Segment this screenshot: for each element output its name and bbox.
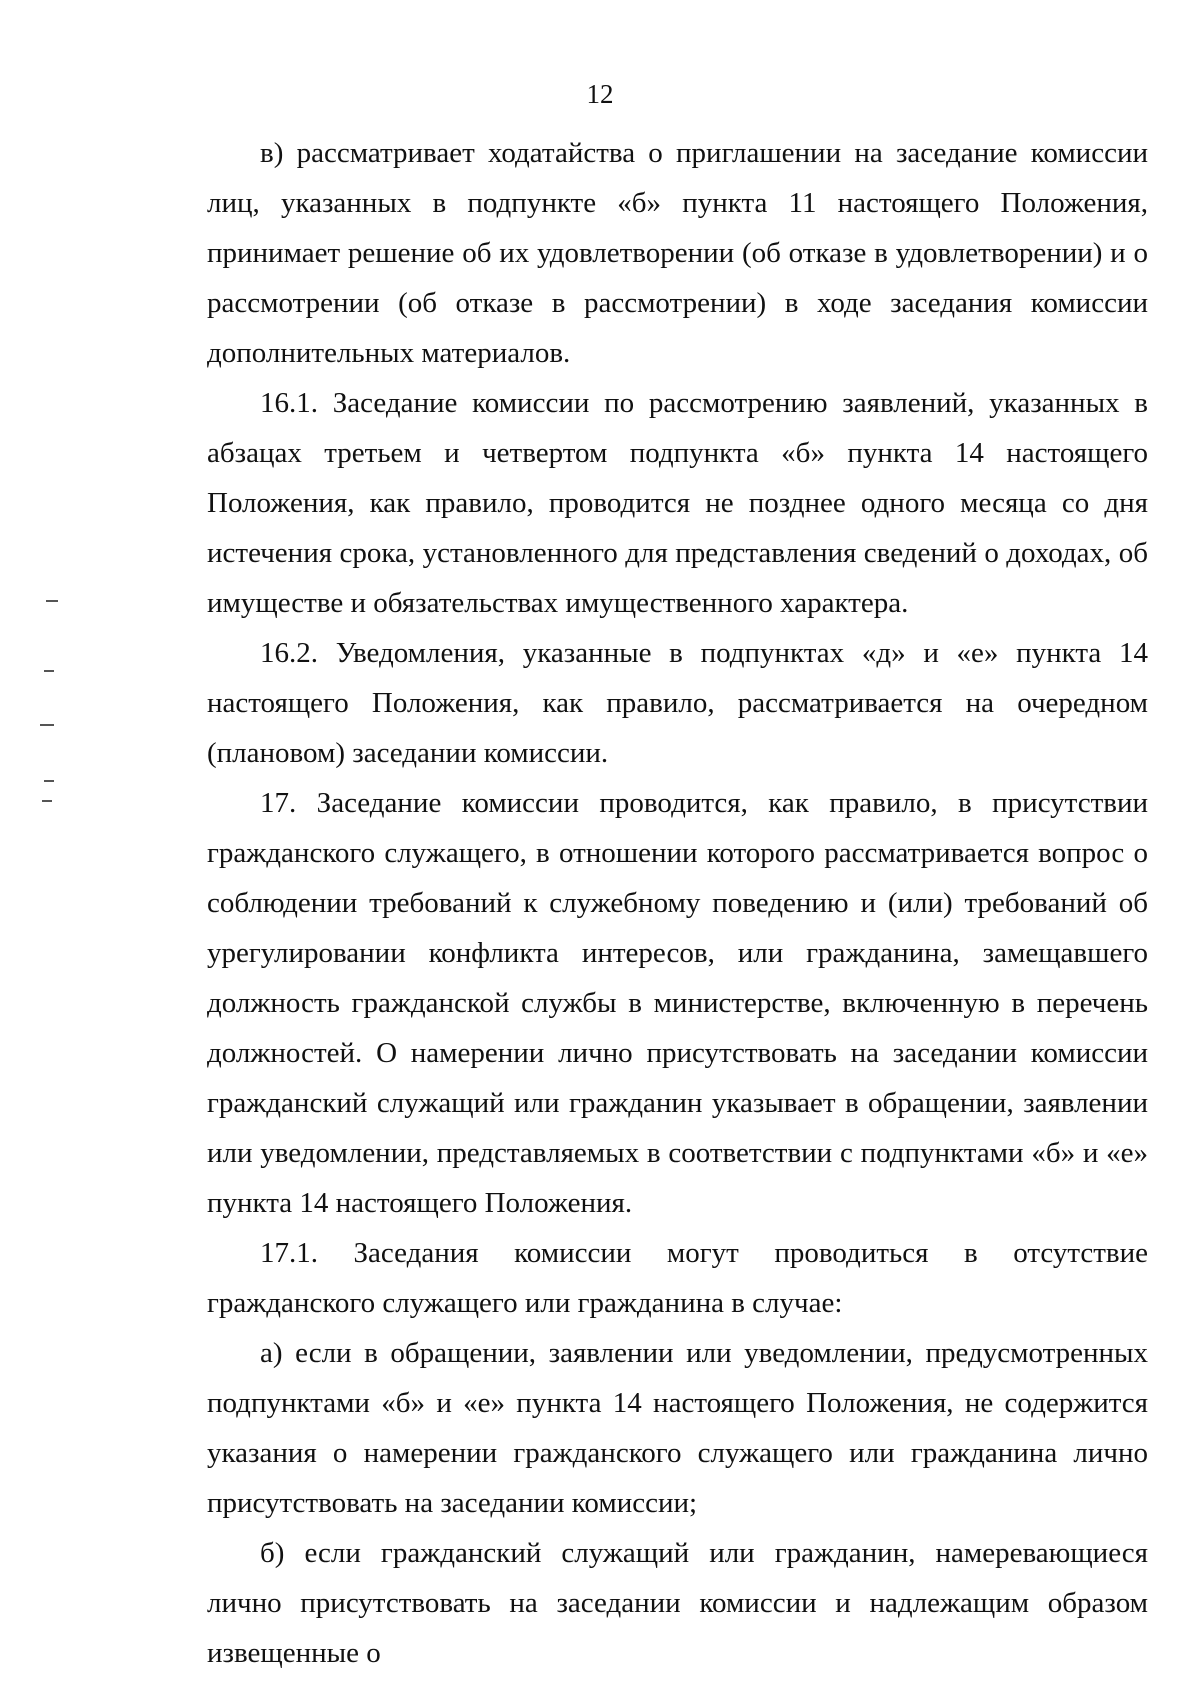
paragraph-a: а) если в обращении, заявлении или уведомлении, предусмотренных подпунктами «б» и «е» пункта 14 настоящего Положения, не содержится указания о намерении гражданского служащего или гражданина лично присутствовать на заседании комиссии; [207, 1337, 1148, 1519]
paragraph-16-1: 16.1. Заседание комиссии по рассмотрению заявлений, указанных в абзацах третьем и четвертом подпункта «б» пункта 14 настоящего Положения, как правило, проводится не позднее одного месяца со дня истечения срока, установленного для представления сведений о доходах, об имуществе и обязательствах имущественного характера. [207, 387, 1148, 619]
scan-mark [42, 800, 52, 802]
page-number: 12 [586, 79, 614, 109]
scan-mark [46, 600, 58, 602]
paragraph-v: в) рассматривает ходатайства о приглашении на заседание комиссии лиц, указанных в подпункте «б» пункта 11 настоящего Положения, принимает решение об их удовлетворении (об отказе в удовлетворении) и о рассмотрении (об отказе в рассмотрении) в ходе заседания комиссии дополнительных материалов. [207, 137, 1148, 369]
scan-mark [40, 724, 54, 726]
scan-mark [44, 670, 54, 672]
paragraph-b: б) если гражданский служащий или гражданин, намеревающиеся лично присутствовать на заседании комиссии и надлежащим образом извещенные о [207, 1537, 1148, 1669]
scan-mark [44, 780, 54, 782]
paragraph-16-2: 16.2. Уведомления, указанные в подпунктах «д» и «е» пункта 14 настоящего Положения, как правило, рассматривается на очередном (плановом) заседании комиссии. [207, 637, 1148, 769]
paragraph-17-1: 17.1. Заседания комиссии могут проводиться в отсутствие гражданского служащего или гражданина в случае: [207, 1237, 1148, 1319]
margin-scan-marks [30, 600, 70, 830]
paragraph-17: 17. Заседание комиссии проводится, как правило, в присутствии гражданского служащего, в отношении которого рассматривается вопрос о соблюдении требований к служебному поведению и (или) требований об урегулировании конфликта интересов, или гражданина, замещавшего должность гражданской службы в министерстве, включенную в перечень должностей. О намерении лично присутствовать на заседании комиссии гражданский служащий или гражданин указывает в обращении, заявлении или уведомлении, представляемых в соответствии с подпунктами «б» и «е» пункта 14 настоящего Положения. [207, 787, 1148, 1219]
document-body [207, 128, 1148, 1678]
